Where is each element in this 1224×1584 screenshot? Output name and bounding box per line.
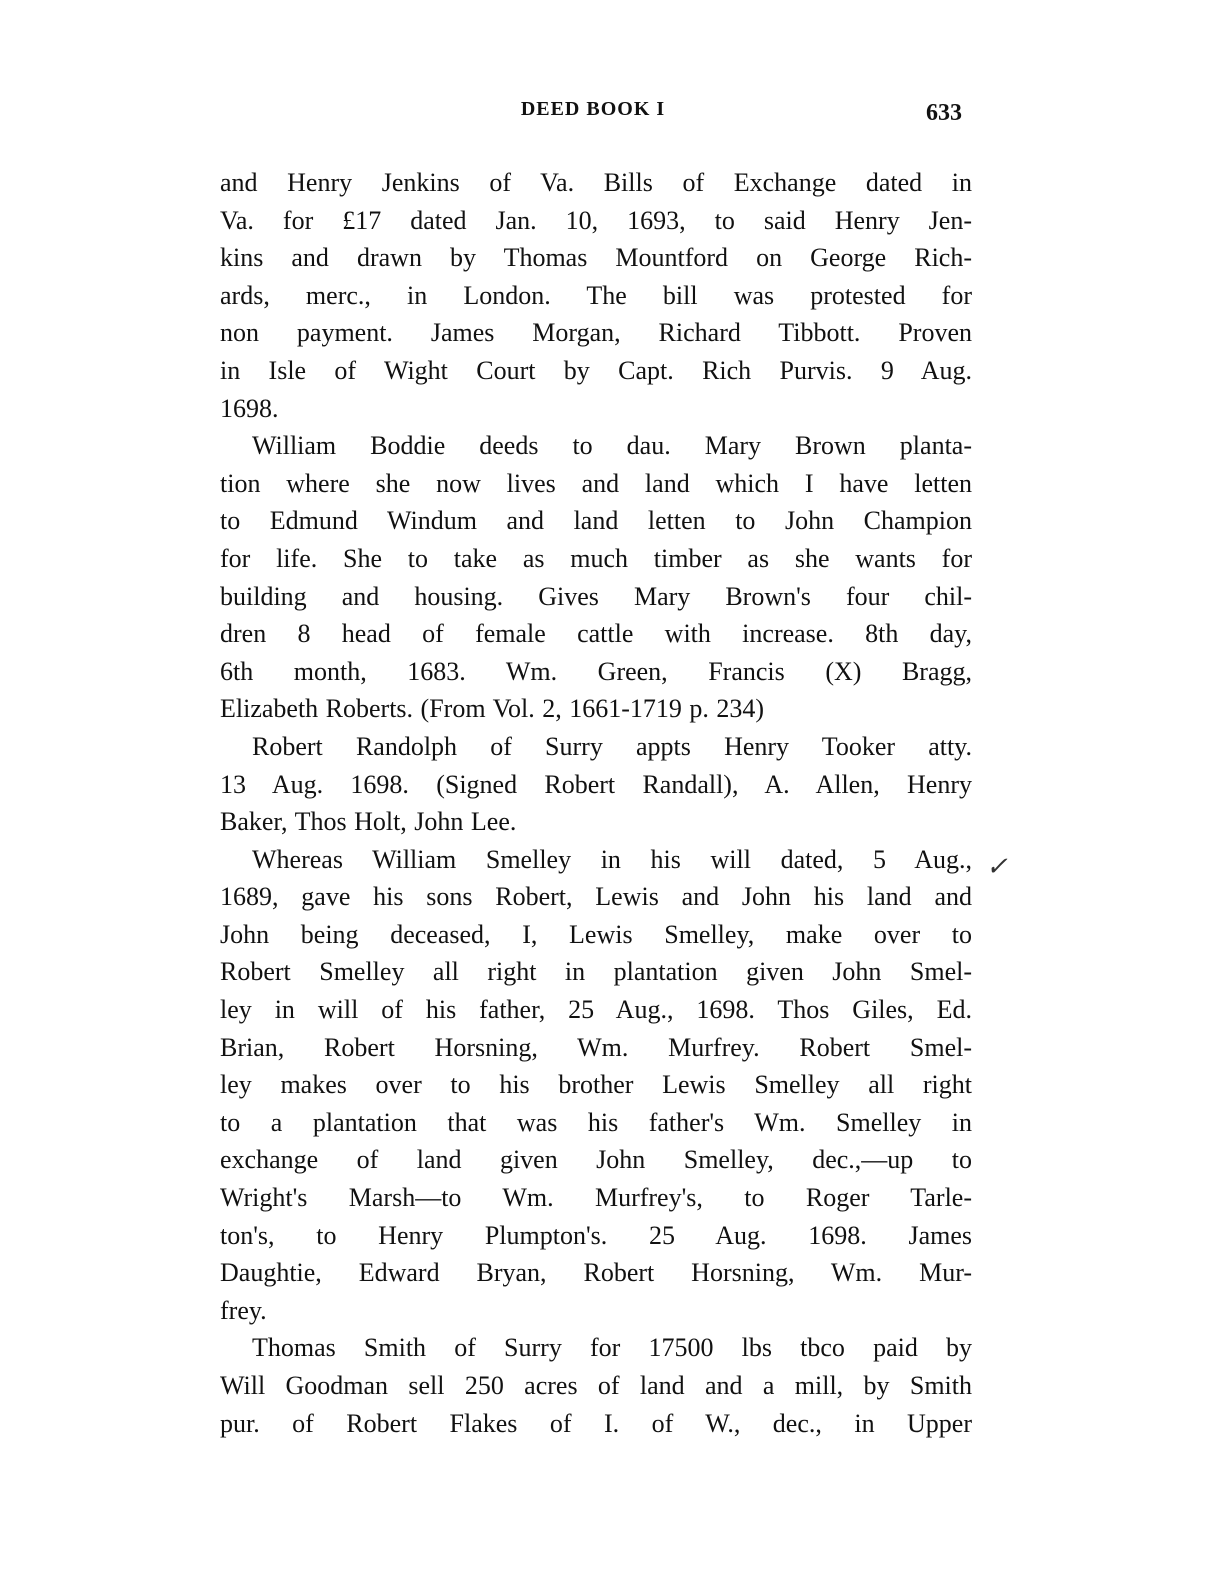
text-line: pur. of Robert Flakes of I. of W., dec., in Upper xyxy=(220,1408,972,1438)
text-line: Baker, Thos Holt, John Lee. xyxy=(220,807,517,837)
text-line: in Isle of Wight Court by Capt. Rich Purvis. 9 Aug. xyxy=(220,355,972,385)
text-line: William Boddie deeds to dau. Mary Brown planta- xyxy=(252,431,972,461)
text-line: Whereas William Smelley in his will dated, 5 Aug., xyxy=(252,844,972,874)
text-line: Daughtie, Edward Bryan, Robert Horsning, Wm. Mur- xyxy=(220,1258,972,1288)
text-line: Robert Smelley all right in plantation given John Smel- xyxy=(220,957,972,987)
text-line: tion where she now lives and land which I have letten xyxy=(220,468,972,498)
text-line: 13 Aug. 1698. (Signed Robert Randall), A. Allen, Henry xyxy=(220,769,972,799)
text-line: non payment. James Morgan, Richard Tibbott. Proven xyxy=(220,318,972,348)
text-line: Elizabeth Roberts. (From Vol. 2, 1661-1719 p. 234) xyxy=(220,694,765,724)
body-text xyxy=(220,164,972,1442)
text-line: Wright's Marsh—to Wm. Murfrey's, to Roger Tarle- xyxy=(220,1183,972,1213)
text-line: ards, merc., in London. The bill was protested for xyxy=(220,280,972,310)
paragraph-2 xyxy=(220,427,972,728)
text-line: Will Goodman sell 250 acres of land and a mill, by Smith xyxy=(220,1371,972,1400)
text-line: 6th month, 1683. Wm. Green, Francis (X) Bragg, xyxy=(220,656,972,686)
text-line: Thomas Smith of Surry for 17500 lbs tbco paid by xyxy=(252,1333,972,1363)
text-line: frey. xyxy=(220,1295,267,1325)
text-line: for life. She to take as much timber as she wants for xyxy=(220,543,972,573)
page-number: 633 xyxy=(926,100,962,126)
text-line: and Henry Jenkins of Va. Bills of Exchange dated in xyxy=(220,168,972,197)
text-line: 1698. xyxy=(220,393,279,423)
paragraph-4 xyxy=(220,841,972,1330)
text-line: Robert Randolph of Surry appts Henry Tooker atty. xyxy=(252,731,972,761)
check-mark-icon: ✓ xyxy=(986,852,1008,881)
text-line: ton's, to Henry Plumpton's. 25 Aug. 1698. James xyxy=(220,1220,972,1250)
text-line: kins and drawn by Thomas Mountford on George Rich- xyxy=(220,243,972,273)
paragraph-3 xyxy=(220,728,972,841)
text-line: to Edmund Windum and land letten to John Champion xyxy=(220,506,972,536)
text-line: ley in will of his father, 25 Aug., 1698. Thos Giles, Ed. xyxy=(220,995,972,1025)
text-line: Va. for £17 dated Jan. 10, 1693, to said Henry Jen- xyxy=(220,205,972,235)
paragraph-5 xyxy=(220,1329,972,1442)
page-header xyxy=(220,98,966,130)
text-line: 1689, gave his sons Robert, Lewis and John his land and xyxy=(220,882,972,912)
text-line: building and housing. Gives Mary Brown's four chil- xyxy=(220,581,972,611)
text-line: exchange of land given John Smelley, dec.,—up to xyxy=(220,1145,972,1175)
text-line: ley makes over to his brother Lewis Smelley all right xyxy=(220,1070,972,1100)
text-line: to a plantation that was his father's Wm. Smelley in xyxy=(220,1107,972,1137)
paragraph-1 xyxy=(220,164,972,427)
text-line: Brian, Robert Horsning, Wm. Murfrey. Robert Smel- xyxy=(220,1032,972,1062)
text-line: John being deceased, I, Lewis Smelley, make over to xyxy=(220,919,972,949)
text-line: dren 8 head of female cattle with increase. 8th day, xyxy=(220,619,972,649)
running-head: DEED BOOK I xyxy=(520,98,666,120)
